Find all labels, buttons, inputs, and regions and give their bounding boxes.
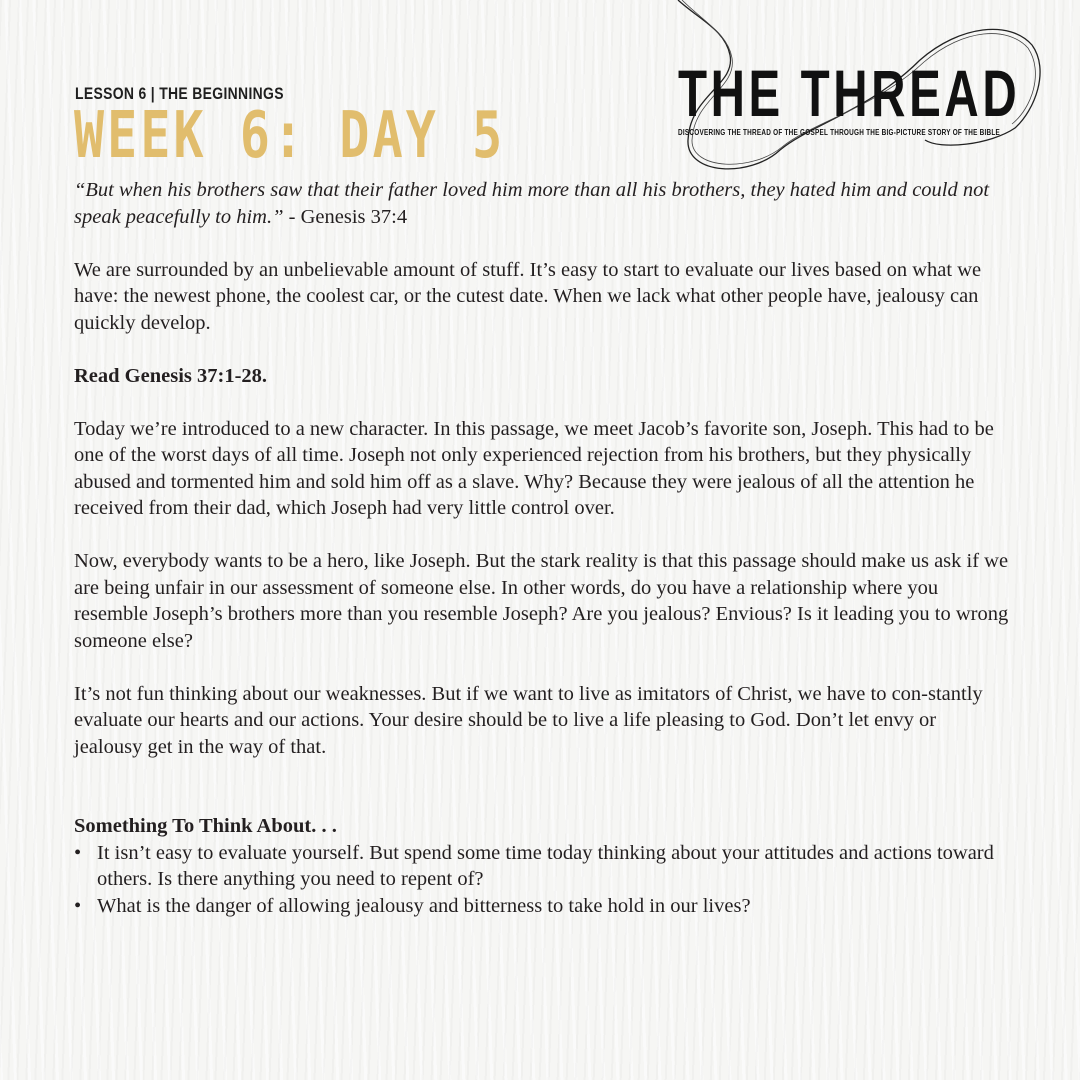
the-thread-logo xyxy=(670,0,1050,180)
reading-assignment: Read Genesis 37:1-28. xyxy=(74,364,268,387)
devotional-body xyxy=(74,177,1009,919)
think-heading: Something To Think About. . . xyxy=(74,815,337,837)
body-paragraph-4: It’s not fun thinking about our weaknesses. But if we want to live as imitators of Christ, we have to con-stantly evaluate our hearts and our actions. Your desire should be to live a life pleasing to God. Don’t let envy or jealousy get in the way of that. xyxy=(74,682,983,758)
logo-tagline: DISCOVERING THE THREAD OF THE GOSPEL THROUGH THE BIG-PICTURE STORY OF THE BIBLE xyxy=(678,128,1001,137)
list-item-text: What is the danger of allowing jealousy and bitterness to take hold in our lives? xyxy=(97,894,751,917)
lesson-kicker: LESSON 6 | THE BEGINNINGS xyxy=(75,84,284,103)
scripture-quote xyxy=(74,177,1009,230)
intro-paragraph: We are surrounded by an unbelievable amount of stuff. It’s easy to start to evaluate our lives based on what we have: the newest phone, the coolest car, or the cutest date. When we lack what other people have, jealousy can quickly develop. xyxy=(74,258,982,334)
list-item xyxy=(74,840,1009,893)
list-item xyxy=(74,893,1009,920)
list-item-text: It isn’t easy to evaluate yourself. But spend some time today thinking about your attitudes and actions toward others. Is there anything you need to repent of? xyxy=(97,841,994,890)
quote-text: “But when his brothers saw that their father loved him more than all his brothers, they hated him and could not speak peacefully to him.” xyxy=(74,179,990,228)
logo-title: THE THREAD xyxy=(678,56,1021,130)
bullet-icon: • xyxy=(74,894,82,917)
quote-reference: - Genesis 37:4 xyxy=(283,205,408,228)
page-title: WEEK 6: DAY 5 xyxy=(74,99,506,173)
body-paragraph-3: Now, everybody wants to be a hero, like Joseph. But the stark reality is that this passage should make us ask if we are being unfair in our assessment of someone else. In other words, do you have a relationship where you resemble Joseph’s brothers more than you resemble Joseph? Are you jealous? Envious? Is it leading you to wrong someone else? xyxy=(74,550,1009,652)
bullet-icon: • xyxy=(74,841,82,864)
body-paragraph-2: Today we’re introduced to a new character. In this passage, we meet Jacob’s favorite son, Joseph. This had to be one of the worst days of all time. Joseph not only experienced rejection from his brothers, but they physically abused and tormented him and sold him off as a slave. Why? Because they were jealous of all the attention he received from their dad, which Joseph had very little control over. xyxy=(74,417,994,519)
think-list xyxy=(74,840,1009,920)
